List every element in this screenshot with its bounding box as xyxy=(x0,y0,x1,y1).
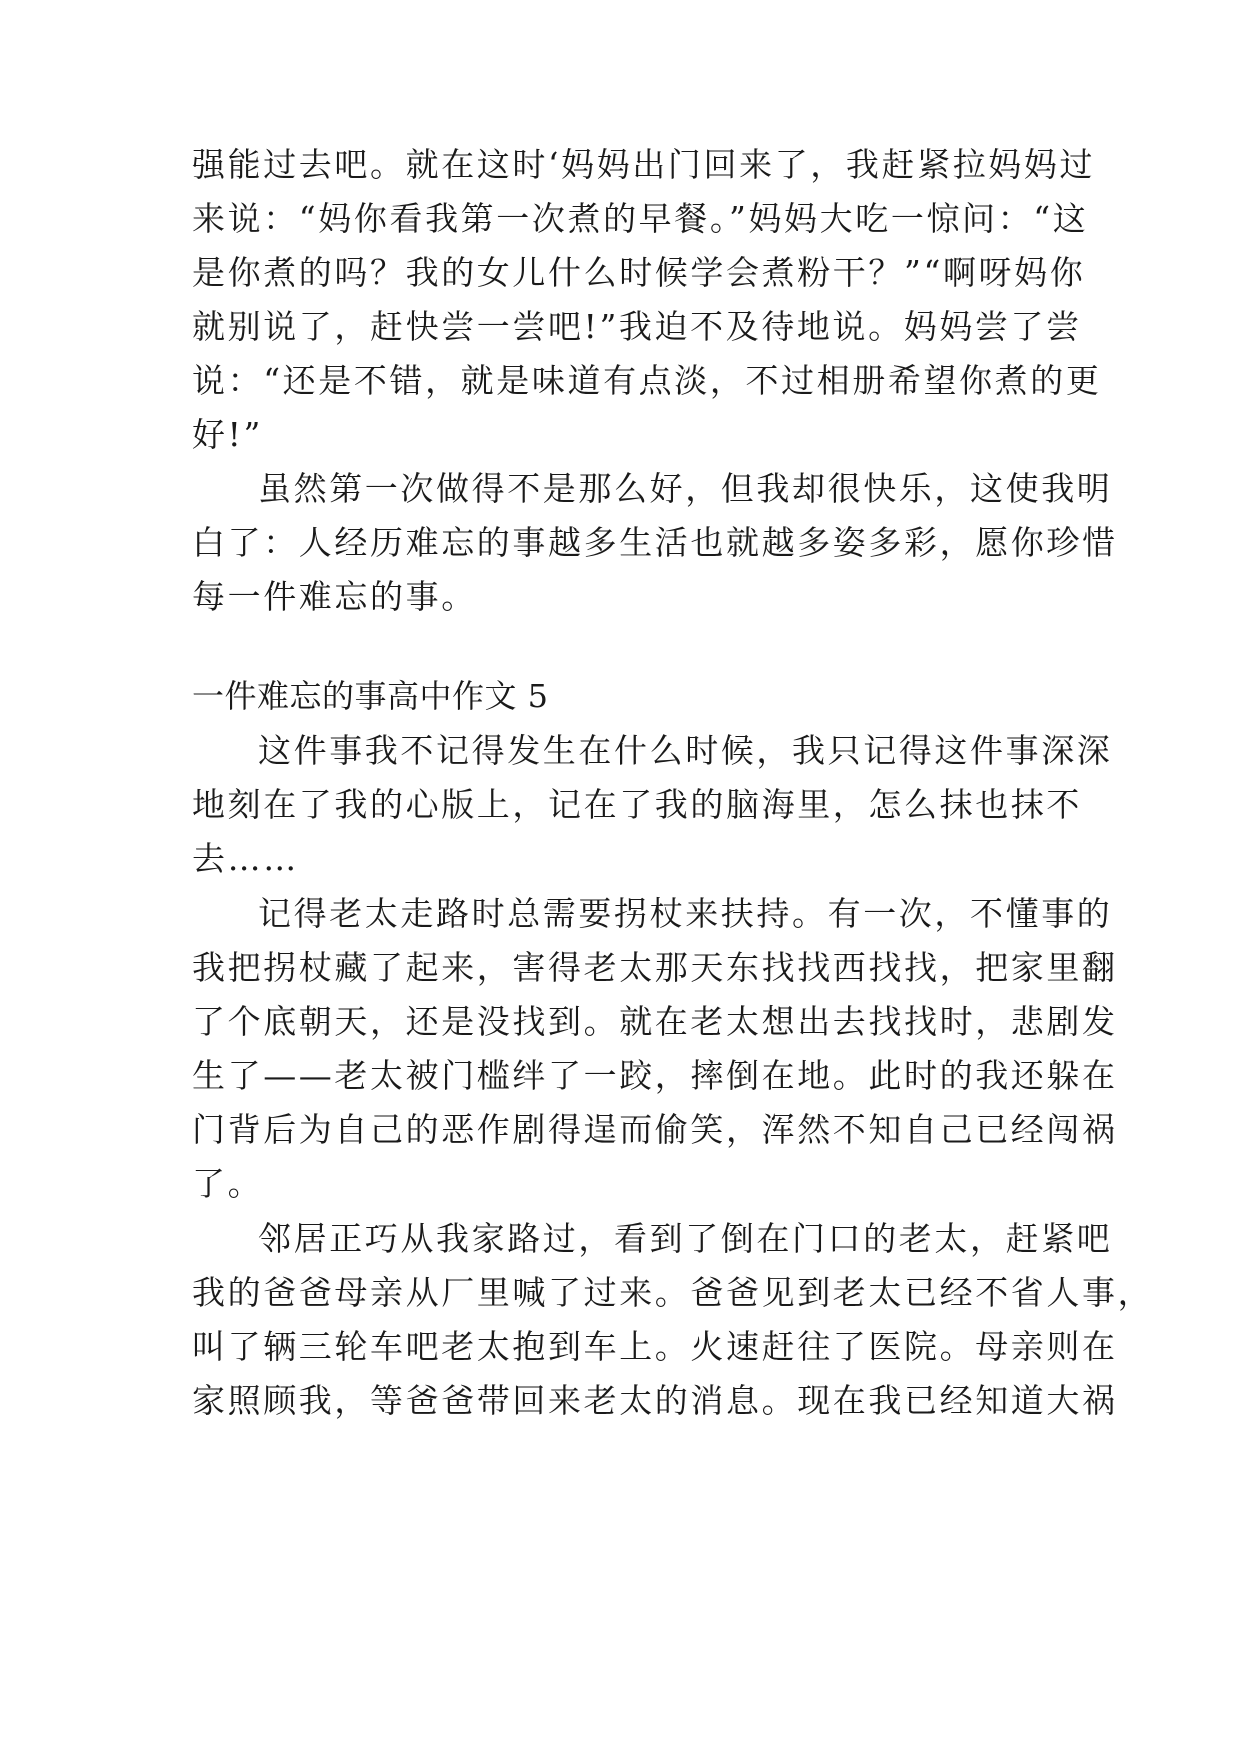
section-title: 一件难忘的事高中作文 5 xyxy=(192,677,549,715)
text-line: 了个底朝天，还是没找到。就在老太想出去找找时，悲剧发 xyxy=(192,1002,1118,1041)
text-line: 我把拐杖藏了起来，害得老太那天东找找西找找，把家里翻 xyxy=(192,948,1118,987)
text-line: 家照顾我，等爸爸带回来老太的消息。现在我已经知道大祸 xyxy=(192,1381,1118,1420)
text-line: 好!” xyxy=(192,415,263,454)
text-line: 虽然第一次做得不是那么好，但我却很快乐，这使我明 xyxy=(258,469,1113,508)
text-line: 每一件难忘的事。 xyxy=(192,577,477,616)
text-line: 强能过去吧。就在这时‘妈妈出门回来了，我赶紧拉妈妈过 xyxy=(192,145,1096,184)
text-line: 门背后为自己的恶作剧得逞而偷笑，浑然不知自己已经闯祸 xyxy=(192,1110,1118,1149)
text-line: 邻居正巧从我家路过，看到了倒在门口的老太，赶紧吧 xyxy=(258,1219,1113,1258)
text-line: 地刻在了我的心版上，记在了我的脑海里，怎么抹也抹不 xyxy=(192,785,1082,824)
text-line: 叫了辆三轮车吧老太抱到车上。火速赶往了医院。母亲则在 xyxy=(192,1327,1118,1366)
text-line: 去…… xyxy=(192,839,299,878)
text-line: 来说：“妈你看我第一次煮的早餐。”妈妈大吃一惊问：“这 xyxy=(192,199,1089,238)
text-line: 记得老太走路时总需要拐杖来扶持。有一次，不懂事的 xyxy=(258,894,1113,933)
text-line: 了。 xyxy=(192,1164,264,1203)
text-line: 我的爸爸母亲从厂里喊了过来。爸爸见到老太已经不省人事， xyxy=(192,1273,1154,1312)
text-line: 生了——老太被门槛绊了一跤，摔倒在地。此时的我还躲在 xyxy=(192,1056,1118,1095)
text-line: 就别说了，赶快尝一尝吧!”我迫不及待地说。妈妈尝了尝 xyxy=(192,307,1082,346)
text-line: 这件事我不记得发生在什么时候，我只记得这件事深深 xyxy=(258,731,1113,770)
text-line: 说：“还是不错，就是味道有点淡，不过相册希望你煮的更 xyxy=(192,361,1102,400)
text-line: 白了：人经历难忘的事越多生活也就越多姿多彩，愿你珍惜 xyxy=(192,523,1118,562)
text-line: 是你煮的吗？我的女儿什么时候学会煮粉干？”“啊呀妈你 xyxy=(192,253,1086,292)
